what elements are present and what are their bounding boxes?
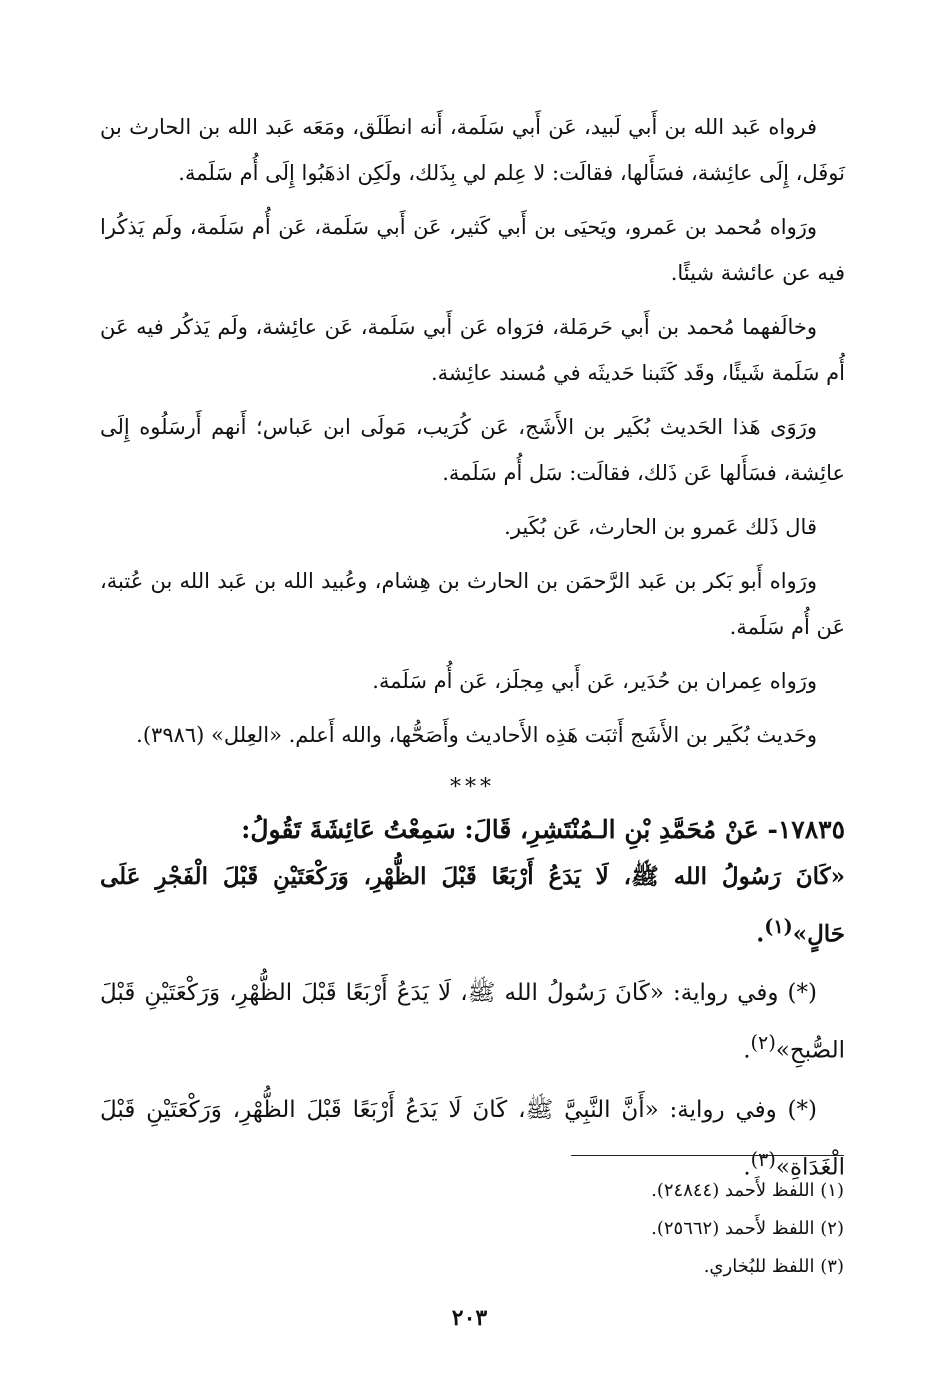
footnote-ref-3[interactable]: (٣) bbox=[750, 1148, 776, 1172]
page-body bbox=[100, 104, 845, 1203]
hadith-heading: ١٧٨٣٥- عَنْ مُحَمَّدِ بْنِ الـمُنْتَشِرِ، قَالَ: سَمِعْتُ عَائِشَةَ تَقُولُ: bbox=[241, 815, 845, 844]
footnote-1: (١) اللفظ لأَحمد (٢٤٨٤٤). bbox=[651, 1180, 844, 1201]
paragraph-riwaya-4: ورَوَى هَذا الحَديث بُكَير بن الأَشَج، عَن كُرَيب، مَولَى ابن عَباس؛ أَنهم أَرسَلُوه إِلَى عائِشة، فسَأَلها عَن ذَلك، فقالَت: سَل أُم سَلَمة. bbox=[100, 415, 845, 485]
footnote-ref-2[interactable]: (٢) bbox=[750, 1030, 776, 1054]
narration-text: (*) وفي رواية: «أَنَّ النَّبِيَّ ﷺ، كَانَ لَا يَدَعُ أَرْبَعًا قَبْلَ الظُّهْرِ، وَرَكْعَتَيْنِ قَبْلَ الْغَدَاةِ» bbox=[100, 1097, 845, 1181]
footnote-ref-1[interactable]: (١) bbox=[764, 915, 793, 938]
hadith-text bbox=[100, 852, 845, 960]
paragraph-riwaya-2: ورَواه مُحمد بن عَمرو، ويَحيَى بن أَبي كَثير، عَن أَبي سَلَمة، عَن أُم سَلَمة، ولَم يَذكُرا فيه عن عائشة شيئًا. bbox=[100, 215, 845, 285]
hadith-matn: «كَانَ رَسُولُ الله ﷺ، لَا يَدَعُ أَرْبَعًا قَبْلَ الظُّهْرِ، وَرَكْعَتَيْنِ قَبْلَ الْفَجْرِ عَلَى حَالٍ» bbox=[100, 863, 845, 948]
paragraph-riwaya-1: فرواه عَبد الله بن أَبي لَبيد، عَن أَبي سَلَمة، أَنه انطَلَق، ومَعَه عَبد الله بن الحارث بن نَوفَل، إِلَى عائِشة، فسَأَلها، فقالَت: لا عِلم لي بِذَلك، ولَكِن اذهَبُوا إِلَى أُم سَلَمة. bbox=[100, 115, 845, 185]
hadith-matn-end: . bbox=[756, 920, 765, 948]
footnote-2: (٢) اللفظ لأَحمد (٢٥٦٦٢). bbox=[651, 1218, 844, 1239]
paragraph-riwaya-7: ورَواه عِمران بن حُدَير، عَن أَبي مِجلَز، عَن أُم سَلَمة. bbox=[372, 669, 817, 693]
section-separator: *** bbox=[450, 775, 495, 800]
narration-text: (*) وفي رواية: «كَانَ رَسُولُ الله ﷺ، لَا يَدَعُ أَرْبَعًا قَبْلَ الظُّهْرِ، وَرَكْعَتَيْنِ قَبْلَ الصُّبحِ» bbox=[100, 979, 845, 1064]
narration-end: . bbox=[743, 1154, 751, 1181]
paragraph-riwaya-5: قال ذَلك عَمرو بن الحارث، عَن بُكَير. bbox=[504, 515, 817, 539]
footnotes bbox=[500, 1172, 844, 1286]
alternate-narration-1 bbox=[100, 968, 845, 1076]
paragraph-riwaya-3: وخالَفهما مُحمد بن أَبي حَرمَلة، فرَواه عَن أَبي سَلَمة، عَن عائِشة، ولَم يَذكُر فيه عَن أُم سَلَمة شَيئًا، وقَد كَتَبنا حَديثَه في مُسند عائِشة. bbox=[100, 315, 845, 385]
paragraph-ilal-conclusion: وحَديث بُكَير بن الأَشَج أَثبَت هَذِه الأَحاديث وأَصَحُّها، والله أَعلم. «العِلل» (٣٩٨٦). bbox=[136, 723, 817, 747]
paragraph-riwaya-6: ورَواه أَبو بَكر بن عَبد الرَّحمَن بن الحارث بن هِشام، وعُبيد الله بن عَبد الله بن عُتبة، عَن أُم سَلَمة. bbox=[100, 569, 845, 639]
footnote-divider bbox=[571, 1155, 844, 1156]
narration-end: . bbox=[743, 1037, 751, 1064]
footnote-3: (٣) اللفظ للبُخاري. bbox=[703, 1256, 844, 1277]
page-number: ٢٠٣ bbox=[451, 1305, 488, 1331]
